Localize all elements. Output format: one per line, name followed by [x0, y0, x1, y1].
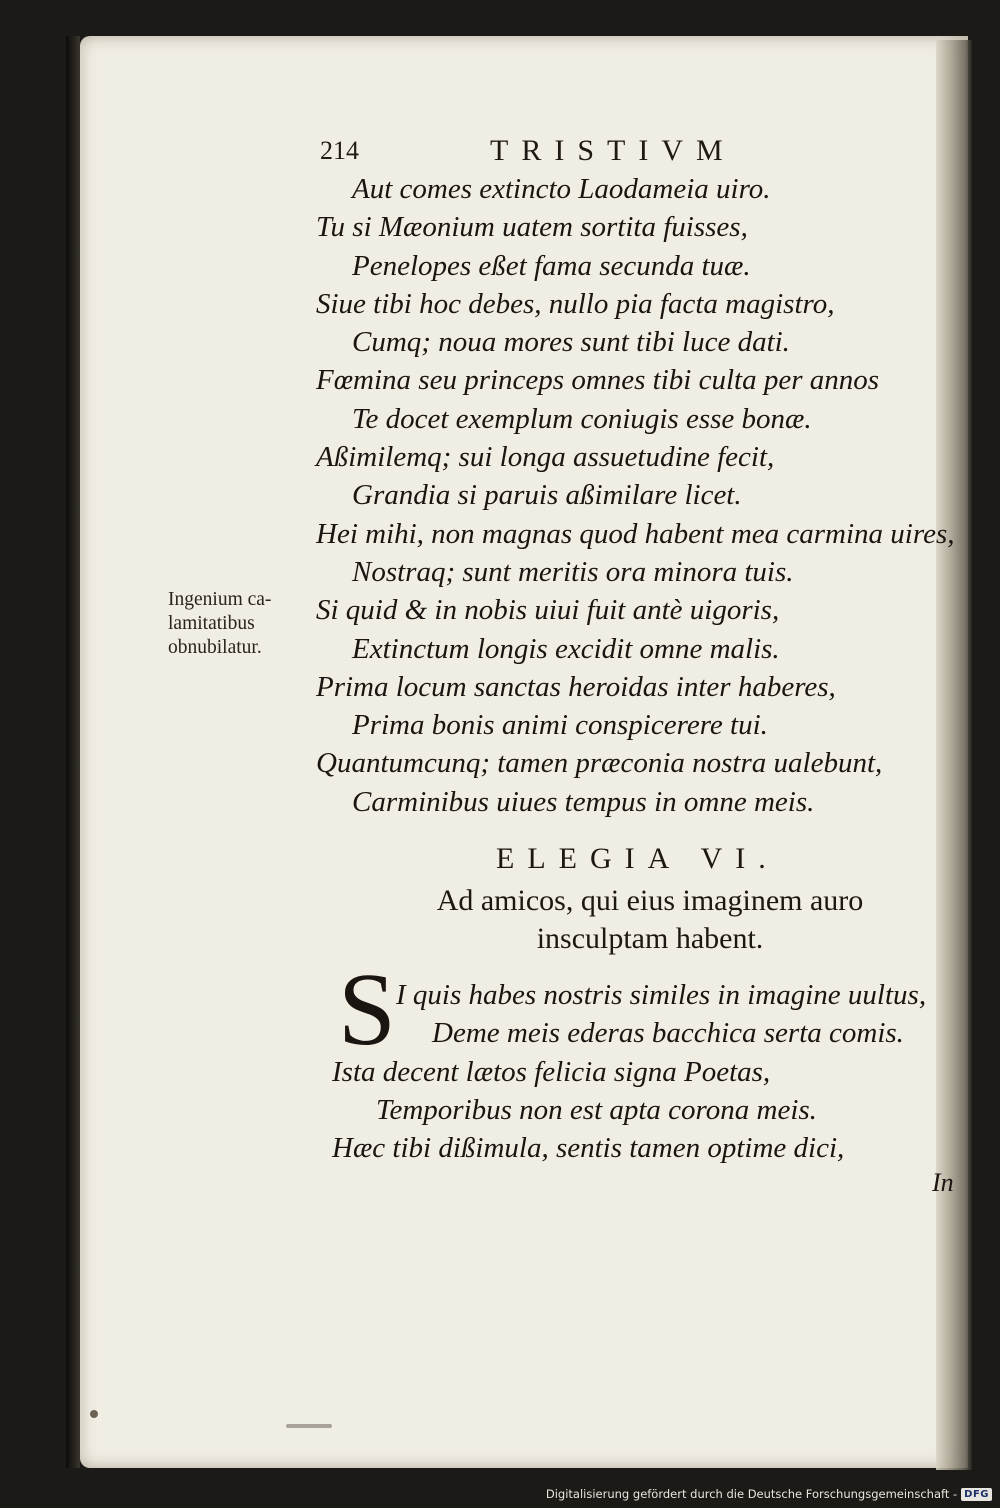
verse-line: Nostraq; sunt meritis ora minora tuis. [352, 555, 794, 588]
running-title: TRISTIVM [490, 134, 736, 167]
verse-line: Prima bonis animi conspicerere tui. [352, 709, 768, 742]
dfg-logo: DFG [961, 1488, 992, 1501]
verse-line: Carminibus uiues tempus in omne meis. [352, 785, 815, 818]
marginal-note-line: obnubilatur. [168, 637, 262, 658]
digitization-credit [546, 1484, 992, 1504]
verse-line: Prima locum sanctas heroidas inter haberes, [316, 670, 836, 703]
verse-line: Aut comes extincto Laodameia uiro. [352, 173, 771, 205]
marginal-note-line: Ingenium ca- [168, 589, 272, 610]
verse-block-bottom [300, 976, 940, 1167]
verse-line: Si quid & in nobis uiui fuit antè uigoris, [316, 594, 780, 627]
marginal-note [168, 588, 318, 660]
verse-line: Hæc tibi dißimula, sentis tamen optime dici, [332, 1132, 845, 1165]
verse-block-top [300, 170, 955, 821]
verse-line: Tu si Mæonium uatem sortita fuisses, [316, 211, 748, 244]
verse-line: Fœmina seu princeps omnes tibi culta per annos [316, 364, 880, 397]
ink-spot [90, 1410, 98, 1418]
elegia-subtitle [360, 882, 940, 958]
drop-cap: S [338, 952, 396, 1067]
marginal-note-line: lamitatibus [168, 613, 255, 634]
page-number: 214 [320, 136, 359, 165]
catchword: In [932, 1168, 954, 1197]
subtitle-line: insculptam habent. [536, 922, 764, 955]
verse-line: Deme meis ederas bacchica serta comis. [432, 1017, 904, 1050]
verse-line: Extinctum longis excidit omne malis. [352, 632, 780, 665]
verse-line: Te docet exemplum coniugis esse bonæ. [352, 402, 812, 435]
verse-line: Ista decent lætos felicia signa Poetas, [332, 1055, 771, 1088]
verse-line: Cumq; noua mores sunt tibi luce dati. [352, 326, 790, 359]
verse-line: Aßimilemq; sui longa assuetudine fecit, [316, 441, 775, 474]
elegia-heading: ELEGIA VI. [496, 842, 779, 875]
verse-line: Hei mihi, non magnas quod habent mea carmina uires, [316, 517, 955, 550]
verse-line: Temporibus non est apta corona meis. [376, 1093, 817, 1126]
verse-line: Siue tibi hoc debes, nullo pia facta magistro, [316, 287, 835, 320]
page-edge [936, 40, 972, 1470]
page-header [320, 132, 790, 172]
ink-smudge [286, 1424, 332, 1428]
verse-line: Quantumcunq; tamen præconia nostra ualebunt, [316, 747, 883, 780]
verse-line: I quis habes nostris similes in imagine uultus, [396, 979, 927, 1011]
verse-line: Penelopes eßet fama secunda tuæ. [352, 249, 751, 282]
credit-text: Digitalisierung gefördert durch die Deutsche Forschungsgemeinschaft - [545, 1487, 958, 1501]
left-page-shadow [66, 36, 80, 1468]
verse-line: Grandia si paruis aßimilare licet. [352, 479, 742, 512]
subtitle-line: Ad amicos, qui eius imaginem auro [436, 884, 864, 917]
